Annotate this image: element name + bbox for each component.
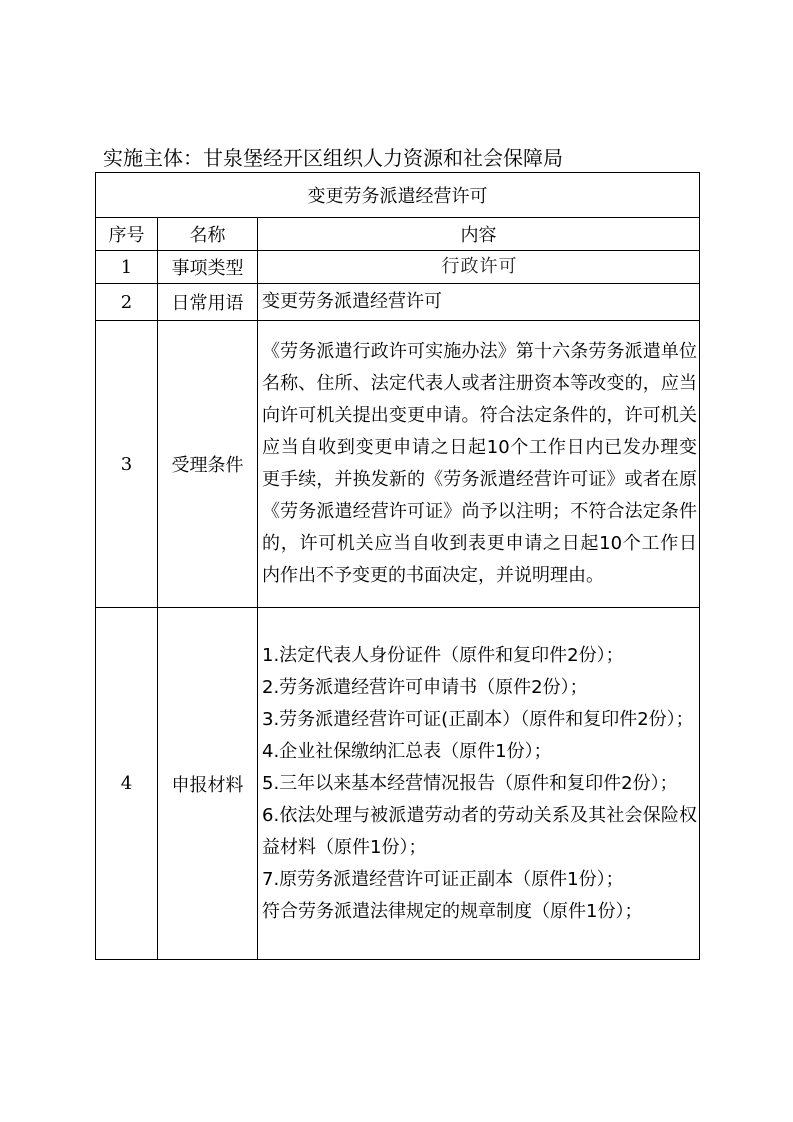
material-item: 3.劳务派遣经营许可证(正副本）（原件和复印件2份）； [262, 708, 694, 730]
table-row [96, 608, 700, 960]
service-table [95, 172, 700, 960]
row-content: 行政许可 [258, 251, 700, 284]
header-content: 内容 [258, 218, 700, 251]
row-number: 1 [96, 251, 158, 284]
material-item: 6.依法处理与被派遣劳动者的劳动关系及其社会保险权益材料（原件1份）； [262, 804, 698, 858]
material-item: 符合劳务派遣法律规定的规章制度（原件1份）； [262, 900, 643, 922]
row-name: 申报材料 [158, 608, 258, 960]
row-name: 事项类型 [158, 251, 258, 284]
row-number: 2 [96, 284, 158, 321]
row-content [258, 321, 700, 608]
material-item: 2.劳务派遣经营许可申请书（原件2份）； [262, 676, 588, 698]
table-row [96, 284, 700, 321]
implementing-body: 实施主体：甘泉堡经开区组织人力资源和社会保障局 [103, 146, 563, 170]
material-item: 1.法定代表人身份证件（原件和复印件2份）； [262, 644, 624, 666]
table-row [96, 321, 700, 608]
material-item: 5.三年以来基本经营情况报告（原件和复印件2份）； [262, 772, 678, 794]
header-name: 名称 [158, 218, 258, 251]
row-name: 日常用语 [158, 284, 258, 321]
row-name: 受理条件 [158, 321, 258, 608]
material-item: 7.原劳务派遣经营许可证正副本（原件1份）； [262, 868, 624, 890]
row-number: 3 [96, 321, 158, 608]
material-item: 4.企业社保缴纳汇总表（原件1份）； [262, 740, 552, 762]
acceptance-conditions-text: 《劳务派遣行政许可实施办法》第十六条劳务派遣单位名称、住所、法定代表人或者注册资本等改变的，应当向许可机关提出变更申请。符合法定条件的，许可机关应当自收到变更申请之日起10个工作日内已发办理变更手续，并换发新的《劳务派遣经营许可证》或者在原《劳务派遣经营许可证》尚予以注明；不符合法定条件的，许可机关应当自收到表更申请之日起10个工作日内作出不予变更的书面决定，并说明理由。 [262, 341, 698, 586]
row-content [258, 608, 700, 960]
table-row [96, 251, 700, 284]
row-number: 4 [96, 608, 158, 960]
header-no: 序号 [96, 218, 158, 251]
table-title: 变更劳务派遣经营许可 [96, 173, 700, 218]
row-content: 变更劳务派遣经营许可 [258, 284, 700, 321]
